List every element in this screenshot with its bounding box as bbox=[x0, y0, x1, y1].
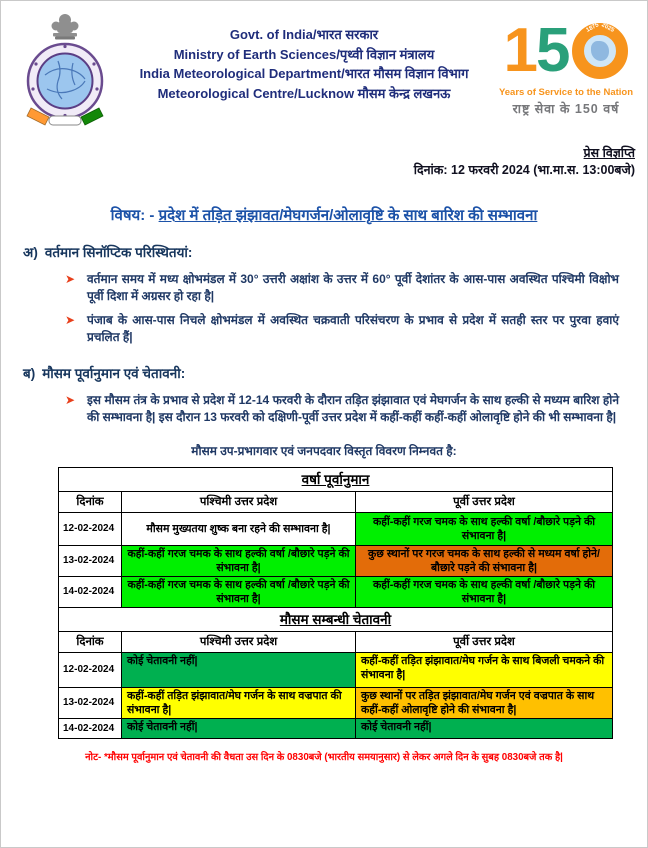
section-b-label: ब) bbox=[23, 365, 36, 381]
logo150-year-start: 1875 bbox=[585, 22, 601, 34]
arrow-bullet-icon: ➤ bbox=[65, 313, 76, 328]
bullet-text: पंजाब के आस-पास निचले क्षोभमंडल में अवस्थित चक्रवाती परिसंचरण के प्रभाव से प्रदेश में सतही स्तर पर पुरवा हवाएं प्रचलित हैं| bbox=[87, 313, 619, 345]
ashoka-lion-capital-icon bbox=[52, 14, 79, 40]
warning-east-cell: कहीं-कहीं तड़ित झंझावात/मेघ गर्जन के साथ बिजली चमकने की संभावना है| bbox=[356, 652, 613, 687]
subject-text: प्रदेश में तड़ित झंझावत/मेघगर्जन/ओलावृष्टि के साथ बारिश की सम्भावना bbox=[158, 206, 538, 224]
logo150-globe-land bbox=[591, 41, 609, 61]
forecast-east-cell: कुछ स्थानों पर गरज चमक के साथ हल्की से मध्यम वर्षा होने/बौछारे पड़ने की संभावना है| bbox=[356, 545, 613, 576]
forecast-west-cell: कहीं-कहीं गरज चमक के साथ हल्की वर्षा /बौछारे पड़ने की संभावना है| bbox=[122, 545, 356, 576]
imd-emblem-logo bbox=[13, 9, 117, 131]
warning-west-cell: कोई चेतावनी नहीं| bbox=[122, 652, 356, 687]
date-line: दिनांक: 12 फरवरी 2024 (भा.मा.स. 13:00बजे) bbox=[413, 162, 635, 177]
warning-west-cell: कोई चेतावनी नहीं| bbox=[122, 718, 356, 738]
subject-prefix: विषय: - bbox=[110, 206, 155, 224]
warning-row bbox=[59, 718, 613, 738]
col-header-east-up: पूर्वी उत्तर प्रदेश bbox=[356, 631, 613, 652]
org-line-department: India Meteorological Department/भारत मौसम विज्ञान विभाग bbox=[139, 66, 469, 81]
bullet-item bbox=[65, 271, 619, 305]
forecast-row bbox=[59, 512, 613, 545]
warning-row bbox=[59, 652, 613, 687]
warning-table-title: मौसम सम्बन्धी चेतावनी bbox=[59, 607, 613, 631]
warning-date: 14-02-2024 bbox=[59, 718, 122, 738]
section-b-title: मौसम पूर्वानुमान एवं चेतावनी: bbox=[42, 365, 186, 381]
warning-date: 13-02-2024 bbox=[59, 687, 122, 718]
org-title-block bbox=[117, 9, 491, 103]
press-release-label: प्रेस विज्ञप्ति bbox=[583, 146, 635, 160]
section-a-label: अ) bbox=[23, 244, 38, 260]
forecast-west-cell: कहीं-कहीं गरज चमक के साथ हल्की वर्षा /बौछारे पड़ने की संभावना है| bbox=[122, 576, 356, 607]
logo150-digit-5: 5 bbox=[536, 16, 571, 85]
bullet-text: इस मौसम तंत्र के प्रभाव से प्रदेश में 12-14 फरवरी के दौरान तड़ित झंझावात एवं मेघगर्जन के साथ हल्की से मध्यम बारिश होने की सम्भावना है| इस दौरान 13 फरवरी को दक्षिणी-पूर्वी उत्तर प्रदेश में कहीं-कहीं कहीं-कहीं ओलावृष्टि होने की भी सम्भावना है| bbox=[87, 392, 619, 424]
warning-date: 12-02-2024 bbox=[59, 652, 122, 687]
org-line-ministry: Ministry of Earth Sciences/पृथ्वी विज्ञान मंत्रालय bbox=[173, 46, 435, 62]
org-line-govt: Govt. of India/भारत सरकार bbox=[229, 27, 379, 42]
forecast-east-cell: कहीं-कहीं गरज चमक के साथ हल्की वर्षा /बौछारे पड़ने की संभावना है| bbox=[356, 512, 613, 545]
forecast-table-title: वर्षा पूर्वानुमान bbox=[59, 467, 613, 491]
forecast-east-cell: कहीं-कहीं गरज चमक के साथ हल्की वर्षा /बौछारे पड़ने की संभावना है| bbox=[356, 576, 613, 607]
warning-east-cell: कोई चेतावनी नहीं| bbox=[356, 718, 613, 738]
org-line-centre: Meteorological Centre/Lucknow मौसम केन्द्र लखनऊ bbox=[157, 85, 451, 101]
forecast-header-row bbox=[59, 491, 613, 512]
section-b-heading bbox=[23, 364, 647, 382]
col-header-east-up: पूर्वी उत्तर प्रदेश bbox=[356, 491, 613, 512]
header bbox=[1, 1, 647, 131]
section-a-heading bbox=[23, 243, 647, 261]
col-header-date: दिनांक bbox=[59, 631, 122, 652]
col-header-date: दिनांक bbox=[59, 491, 122, 512]
forecast-date: 12-02-2024 bbox=[59, 512, 122, 545]
imd-150-years-logo bbox=[491, 9, 641, 117]
detail-intro-line: मौसम उप-प्रभागवार एवं जनपदवार विस्तृत विवरण निम्नवत है: bbox=[191, 443, 457, 458]
forecast-row bbox=[59, 576, 613, 607]
warning-east-cell: कुछ स्थानों पर तड़ित झंझावात/मेघ गर्जन एवं वज्रपात के साथ कहीं-कहीं ओलावृष्टि होने की संभावना है| bbox=[356, 687, 613, 718]
arrow-bullet-icon: ➤ bbox=[65, 392, 76, 407]
press-block bbox=[1, 145, 635, 179]
forecast-date: 14-02-2024 bbox=[59, 576, 122, 607]
warning-header-row bbox=[59, 631, 613, 652]
logo150-caption-hi: राष्ट्र सेवा के 150 वर्ष bbox=[512, 102, 620, 116]
forecast-row bbox=[59, 545, 613, 576]
warning-row bbox=[59, 687, 613, 718]
subject-line bbox=[1, 205, 647, 225]
validity-note: नोट- *मौसम पूर्वानुमान एवं चेतावनी की वैधता उस दिन के 0830बजे (भारतीय समयानुसार) से लेकर अगले दिन के सुबह 0830बजे तक है| bbox=[85, 751, 563, 763]
arrow-bullet-icon: ➤ bbox=[65, 271, 76, 286]
col-header-west-up: पश्चिमी उत्तर प्रदेश bbox=[122, 491, 356, 512]
logo150-year-end: 2025 bbox=[600, 22, 616, 34]
warning-west-cell: कहीं-कहीं तड़ित झंझावात/मेघ गर्जन के साथ वज्रपात की संभावना है| bbox=[122, 687, 356, 718]
logo150-caption-en: Years of Service to the Nation bbox=[498, 87, 634, 98]
section-a-bullets bbox=[65, 271, 619, 346]
bullet-text: वर्तमान समय में मध्य क्षोभमंडल में 30° उत्तरी अक्षांश के उत्तर में 60° पूर्वी देशांतर के आस-पास अवस्थित पश्चिमी विक्षोभ पूर्वी दिशा में अग्रसर हो रहा है| bbox=[87, 271, 619, 303]
bullet-item bbox=[65, 392, 619, 426]
logo150-globe-icon bbox=[572, 23, 628, 79]
logo150-digit-1: 1 bbox=[503, 16, 538, 85]
bullet-item bbox=[65, 312, 619, 346]
col-header-west-up: पश्चिमी उत्तर प्रदेश bbox=[122, 631, 356, 652]
forecast-date: 13-02-2024 bbox=[59, 545, 122, 576]
section-a-title: वर्तमान सिनॉप्टिक परिस्थितयां: bbox=[44, 244, 193, 260]
weather-table bbox=[58, 467, 613, 739]
section-b-bullets bbox=[65, 392, 619, 426]
forecast-west-cell: मौसम मुख्यतया शुष्क बना रहने की सम्भावना है| bbox=[122, 512, 356, 545]
